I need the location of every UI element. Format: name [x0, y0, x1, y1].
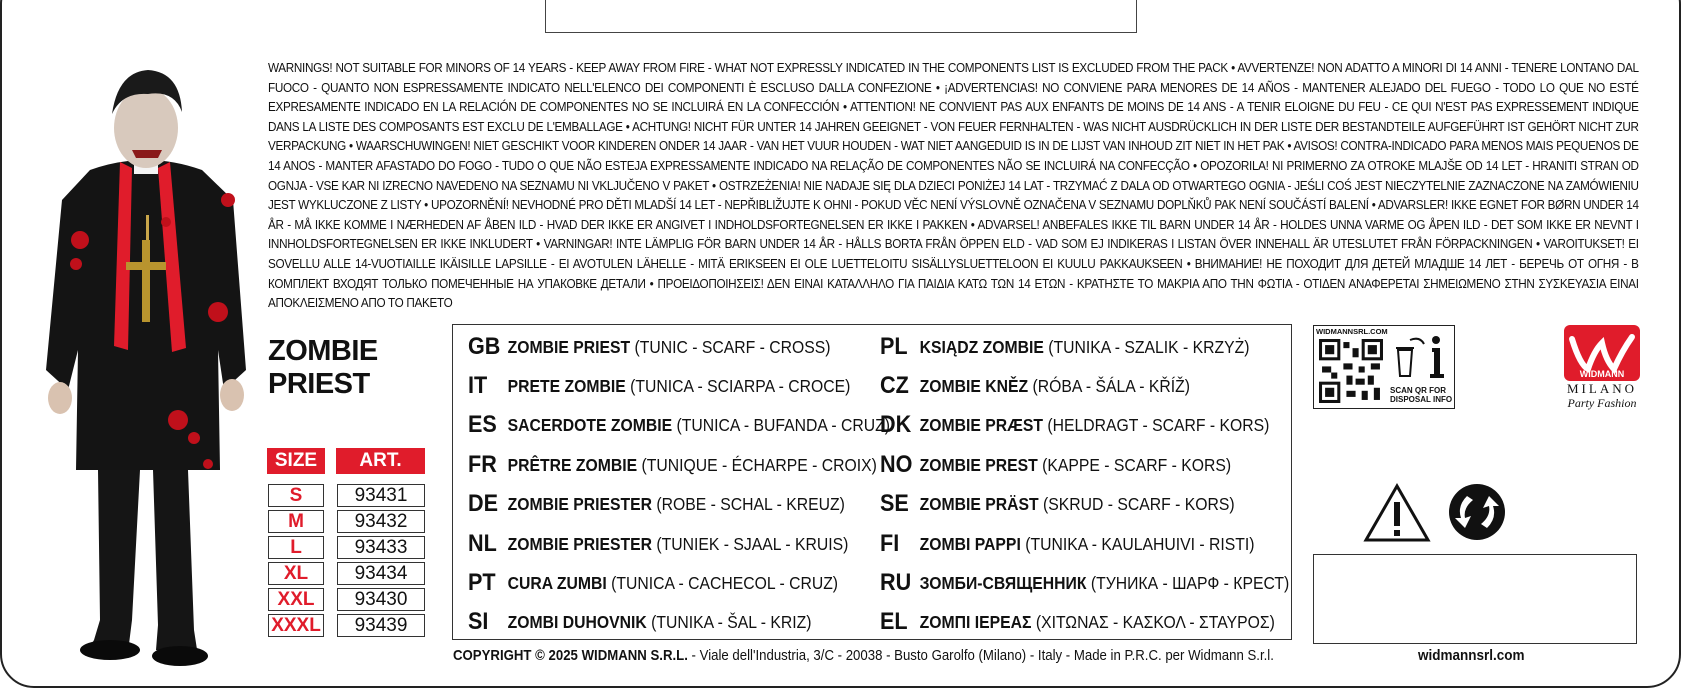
- art-cell: 93431: [337, 484, 425, 507]
- size-cell: XXL: [268, 588, 324, 611]
- art-cell: 93432: [337, 510, 425, 533]
- website-link[interactable]: widmannsrl.com: [1418, 647, 1525, 664]
- safety-warnings-text: WARNINGS! NOT SUITABLE FOR MINORS OF 14 YEARS - KEEP AWAY FROM FIRE - WHAT NOT EXPRESSLY INDICATED IN THE COMPONENTS LIST IS EXCLUDED FROM THE PACK • AVVERTENZE! NON ADATTO A MINORI DI 14 ANNI - TENERE LONTANO DAL FUOCO - QUANTO NON ESPRESSAMENTE INDICATO NELL'ELENCO DEI COMPONENTI È ESCLUSO DALLA CONFEZIONE • ¡ADVERTENCIAS! NO CONVIENE PARA MENORES DE 14 AÑOS - MANTENER ALEJADO DEL FUEGO - TODO LO QUE NO ESTÉ EXPRESAMENTE INDICADO EN LA RELACIÓN DE COMPONENTES NO SE INCLUIRÁ EN LA CONFECCIÓN • ATTENTION! NE CONVIENT PAS AUX ENFANTS DE MOINS DE 14 ANS - A TENIR ELOIGNE DU FEU - CE QUI N'EST PAS EXPRESSEMENT INDIQUE DANS LA LISTE DES COMPOSANTS EST EXCLU DE L'EMBALLAGE • ACHTUNG! NICHT FÜR UNTER 14 JAHREN GEEIGNET - VON FEUER FERNHALTEN - WAS NICHT AUSDRÜCKLICH IN DER LISTE DER BESTANDTEILE AUFGEFÜHRT IST GEHÖRT NICHT ZUR VERPACKUNG • WAARSCHUWINGEN! NIET GESCHIKT VOOR KINDEREN ONDER 14 JAAR - VAN HET VUUR HOUDEN - WAT NIET AANGEDUID IS IN DE LIJST VAN INHOUD ZIT NIET IN HET PAK • AVISOS! CONTRA-INDICADO PARA MENOS MAIS PEQUENOS DE 14 ANOS - MANTER AFASTADO DO FOGO - TUDO O QUE NÃO ESTEJA EXPRESSAMENTE INDICADO NA RELAÇÃO DE COMPONENTES NÃO SE INCLUIRÁ NA CONFECÇÃO • OPOZORILA! NI PRIMERNO ZA OTROKE MLAJŠE OD 14 LET - HRANITI STRAN OD OGNJA - VSE KAR NI IZRECNO NAVEDENO NA SEZNAMU NI VKLJUČENO V PAKET • OSTRZEŻENIA! NIE NADAJE SIĘ DLA DZIECI PONIŻEJ 14 LAT - TRZYMAĆ Z DALA OD OTWARTEGO OGNIA - JEŚLI COŚ JEST NIECZYTELNIE ZAZNACZONE NA ZAMÓWIENIU JEST WYKLUCZONE Z LISTY • UPOZORNĚNÍ! NEVHODNÉ PRO DĚTI MLADŠÍ 14 LET - NEPŘIBLIŽUJTE K OHNI - POKUD VĚC NENÍ VÝSLOVNĚ OZNAČENA V SEZNAMU DOPLŇKŮ PAK NENÍ SOUČÁSTÍ BALENÍ • ADVARSLER! IKKE EGNET FOR BØRN UNDER 14 ÅR - MÅ IKKE KOMME I NÆRHEDEN AF ÅBEN ILD - HVAD DER IKKE ER ANGIVET I INDHOLDSFORTEGNELSEN ER IKKE I PAKKEN • ADVARSEL! ANBEFALES IKKE TIL BARN UNDER 14 ÅR - HOLDES UNNA VARME OG ÅPEN ILD - DET SOM IKKE ER NEVNT I INNHOLDSFORTEGNELSEN ER IKKE INKLUDERT • VARNINGAR! INTE LÄMPLIG FÖR BARN UNDER 14 ÅR - HÅLLS BORTA FRÅN ÖPPEN ELD - VAD SOM EJ INDIKERAS I LISTAN ÖVER INNEHALL ÄR UTESLUTET FRÅN FÖRPACKNINGEN • VAROITUKSET! EI SOVELLU ALLE 14-VUOTIAILLE IKÄISILLE LAPSILLE - EI AVOTULEN LÄHELLE - MITÄ ERIKSEEN EI OLE LUETTELOITU SISÄLLYSLUETTELOON EI KUULU PAKKAUKSEEN • ВНИМАНИЕ! НЕ ПОХОДИТ ДЛЯ ДЕТЕЙ МЛАДШЕ 14 ЛЕТ - БЕРЕЧЬ ОТ ОГНЯ - В КОМПЛЕКТ ВХОДЯТ ТОЛЬКО ПОМЕЧЕННЫЕ НА УПАКОВКЕ ДЕТАЛИ • ΠΡΟΕΙΔΟΠΟΙΗΣΕΙΣ! ΔΕΝ ΕΙΝΑΙ ΚΑΤΑΛΛΗΛΟ ΓΙΑ ΠΑΙΔΙΑ ΚΑΤΩ ΤΩΝ 14 ΕΤΩΝ - ΚΡΑΤΗΣΤΕ ΤΟ ΜΑΚΡΙΑ ΑΠΟ ΤΗΝ ΦΩΤΙΑ - ΟΤΙΔΕΝ ΑΝΑΦΕΡΕΤΑΙ ΣΗΜΕΙΩΜΕΝΟ ΣΤΗΝ ΣΥΣΚΕΥΑΣΙΑ ΕΙΝΑΙ ΑΠΟΚΛΕΙΣΜΕΝΟ ΑΠΟ ΤΟ ΠΑΚΕΤΟ: [268, 60, 1639, 311]
- qr-site-label: WIDMANNSRL.COM: [1316, 327, 1388, 336]
- translation-row: SI ZOMBI DUHOVNIK (TUNIKA - ŠAL - KRIZ): [468, 608, 812, 635]
- translation-row: IT PRETE ZOMBIE (TUNICA - SCIARPA - CROCE): [468, 372, 851, 399]
- translation-row: DK ZOMBIE PRÆST (HELDRAGT - SCARF - KORS): [880, 411, 1270, 438]
- art-cell: 93439: [337, 614, 425, 637]
- translation-row: CZ ZOMBIE KNĚZ (RÓBA - ŠÁLA - KŘÍŽ): [880, 372, 1191, 399]
- disposal-info-icon: [1390, 330, 1450, 384]
- widmann-logo: [1560, 325, 1670, 415]
- logo-tagline: Party Fashion: [1567, 396, 1637, 410]
- logo-city: MILANO: [1567, 381, 1637, 396]
- size-header: SIZE: [267, 448, 325, 474]
- art-header: ART.: [336, 448, 425, 474]
- translation-row: PL KSIĄDZ ZOMBIE (TUNIKA - SZALIK - KRZYŻ): [880, 333, 1250, 360]
- translation-row: PT CURA ZUMBI (TUNICA - CACHECOL - CRUZ): [468, 569, 839, 596]
- translation-row: SE ZOMBIE PRÄST (SKRUD - SCARF - KORS): [880, 490, 1235, 517]
- art-cell: 93434: [337, 562, 425, 585]
- widmann-logo-mark: [1560, 325, 1644, 381]
- product-title-line1: ZOMBIE: [268, 335, 378, 367]
- size-cell: XXXL: [268, 614, 324, 637]
- translation-row: FI ZOMBI PAPPI (TUNIKA - KAULAHUIVI - RISTI): [880, 530, 1255, 557]
- translation-row: DE ZOMBIE PRIESTER (ROBE - SCHAL - KREUZ): [468, 490, 845, 517]
- svg-text:WIDMANN: WIDMANN: [1579, 369, 1625, 379]
- copyright-line: COPYRIGHT © 2025 WIDMANN S.R.L. - Viale dell'Industria, 3/C - 20038 - Busto Garolfo (Milano) - Italy - Made in P.R.C. per Widmann S.r.l.: [453, 647, 1274, 664]
- size-cell: XL: [268, 562, 324, 585]
- top-label-box: [545, 0, 1137, 33]
- qr-code-icon[interactable]: [1319, 339, 1383, 403]
- green-dot-recycle-icon: [1447, 482, 1507, 542]
- translation-row: ES SACERDOTE ZOMBIE (TUNICA - BUFANDA - CRUZ): [468, 411, 891, 438]
- blank-label-area: [1313, 554, 1637, 644]
- warning-triangle-icon: [1362, 482, 1432, 544]
- art-cell: 93433: [337, 536, 425, 559]
- translation-row: FR PRÊTRE ZOMBIE (TUNIQUE - ÉCHARPE - CROIX): [468, 451, 877, 478]
- costume-model-image: [28, 50, 263, 680]
- product-title-line2: PRIEST: [268, 368, 370, 400]
- qr-scan-label: SCAN QR FOR DISPOSAL INFO: [1390, 386, 1453, 404]
- translation-row: RU ЗОМБИ-СВЯЩЕННИК (ТУНИКА - ШАРФ - КРЕСТ): [880, 569, 1290, 596]
- size-cell: S: [268, 484, 324, 507]
- translation-row: NL ZOMBIE PRIESTER (TUNIEK - SJAAL - KRUIS): [468, 530, 849, 557]
- product-title: [268, 335, 378, 401]
- art-cell: 93430: [337, 588, 425, 611]
- qr-disposal-box: [1313, 325, 1455, 409]
- size-cell: L: [268, 536, 324, 559]
- translation-row: GB ZOMBIE PRIEST (TUNIC - SCARF - CROSS): [468, 333, 831, 360]
- size-cell: M: [268, 510, 324, 533]
- translation-row: EL ΖΟΜΠΙ ΙΕΡΕΑΣ (ΧΙΤΩΝΑΣ - ΚΑΣΚΟΛ - ΣΤΑΥΡΟΣ): [880, 608, 1275, 635]
- translation-row: NO ZOMBIE PREST (KAPPE - SCARF - KORS): [880, 451, 1232, 478]
